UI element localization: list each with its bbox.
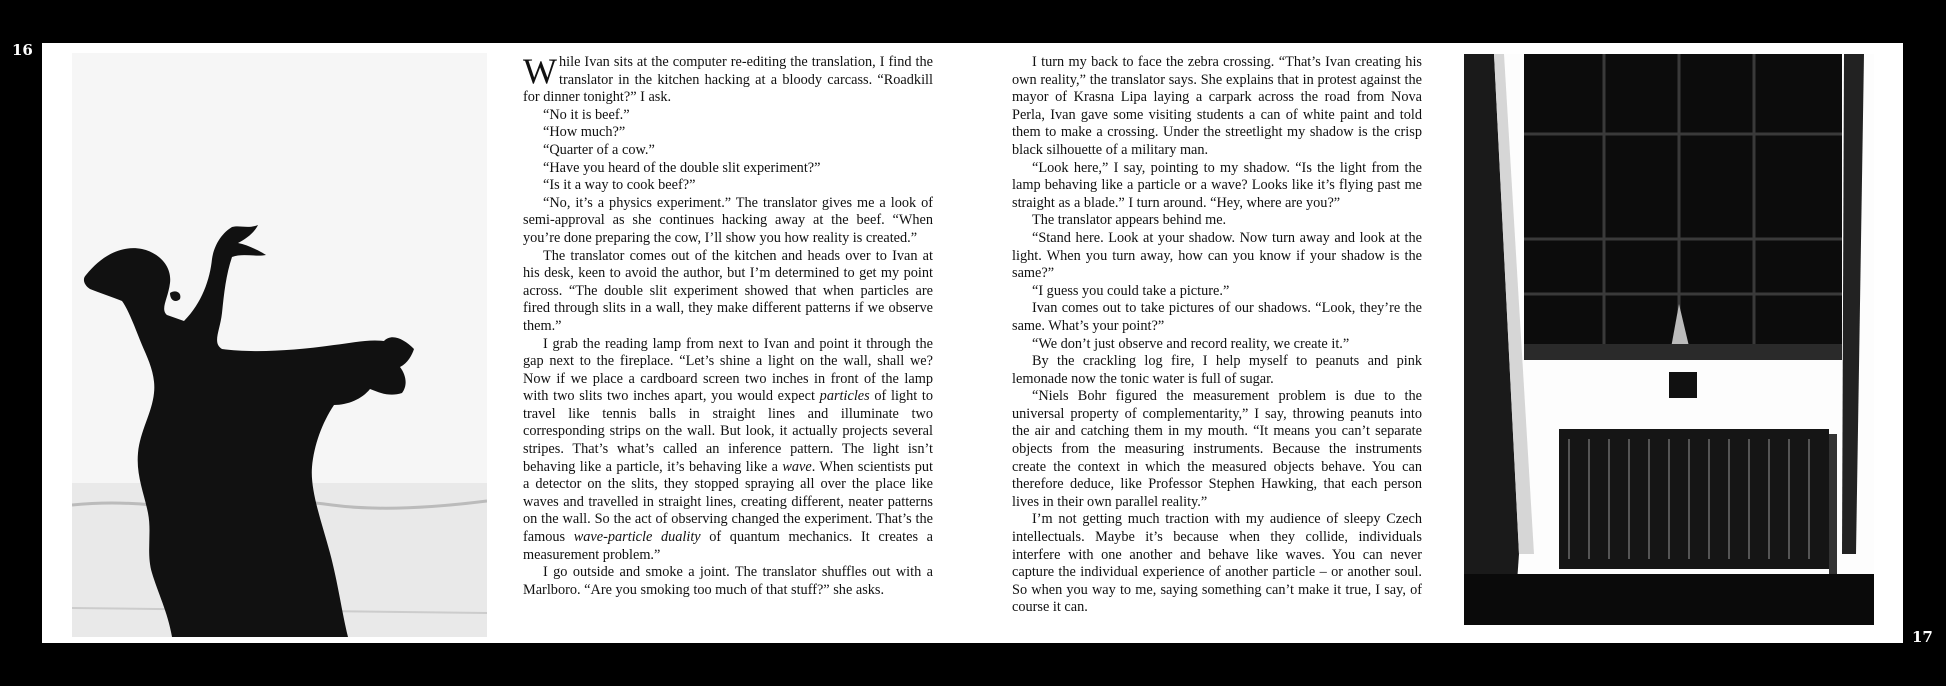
paragraph: While Ivan sits at the computer re-editing the translation, I find the translator in the kitchen hacking at a bloody carcass. “Roadkill for dinner tonight?” I ask.: [523, 51, 933, 106]
paragraph: The translator comes out of the kitchen and heads over to Ivan at his desk, keen to avoid the author, but I’m determined to get my point across. “The double slit experiment showed that when particles are fired through slits in a wall, they make different patterns if we observe them.”: [523, 247, 933, 334]
paragraph: “Quarter of a cow.”: [543, 141, 655, 158]
paragraph: “No, it’s a physics experiment.” The translator gives me a look of semi-approval as she continues hacking away at the beef. “When you’re done preparing the cow, I’ll show you how reality is created.”: [523, 194, 933, 246]
paragraph: “I guess you could take a picture.”: [1032, 282, 1230, 299]
paragraph: I go outside and smoke a joint. The translator shuffles out with a Marlboro. “Are you smoking too much of that stuff?” she asks.: [523, 564, 933, 598]
paragraph: The translator appears behind me.: [1032, 212, 1227, 229]
drop-cap: W: [523, 51, 557, 91]
paragraph: “Is it a way to cook beef?”: [543, 177, 696, 194]
paragraph: I grab the reading lamp from next to Ivan and point it through the gap next to the fireplace. “Let’s shine a light on the wall, shall we? Now if we place a cardboard screen two inches in front of the lamp with two slits two inches apart, you would expect particles of light to travel like tennis balls in straight lines and illuminate two corresponding strips on the wall. But look, it actually projects several stripes. That’s what’s called an inference pattern. The light isn’t behaving like a particle, it’s behaving like a wave. When scientists put a detector on the slits, they stopped spraying all over the place like waves and travelled in straight lines, creating different, neater patterns on the wall. So the act of observing changed the experiment. That’s the famous wave-particle duality of quantum mechanics. It creates a measurement problem.”: [523, 335, 934, 563]
paragraph: “How much?”: [543, 124, 626, 141]
silhouette-shadow-photo: [72, 53, 487, 637]
page-number-left: 16: [12, 41, 33, 59]
paragraph: I turn my back to face the zebra crossing. “That’s Ivan creating his own reality,” the translator says. She explains that in protest against the mayor of Krasna Lipa laying a carpark across the road from Nova Perla, Ivan gave some visiting students a can of white paint and told them to make a crossing. Under the streetlight my shadow is the crisp black silhouette of a military man.: [1012, 54, 1422, 158]
silhouette-shadow-image: [72, 53, 487, 637]
paragraph: Ivan comes out to take pictures of our shadows. “Look, they’re the same. What’s your point?”: [1012, 300, 1422, 334]
paragraph: “No it is beef.”: [543, 106, 630, 123]
paragraph: “Have you heard of the double slit experiment?”: [543, 159, 821, 176]
paragraph: By the crackling log fire, I help myself to peanuts and pink lemonade now the tonic water is full of sugar.: [1012, 353, 1422, 387]
window-and-radiator-photo: [1464, 54, 1874, 625]
page-number-right: 17: [1912, 628, 1933, 646]
paragraph: I’m not getting much traction with my audience of sleepy Czech intellectuals. Maybe it’s because when they collide, individuals interfere with one another and behave like waves. You can never capture the individual experience of another particle – or another soul. So when you way to me, saying something can’t make it true, I say, of course it can.: [1012, 511, 1422, 616]
article-column-2: [1012, 54, 1422, 617]
article-column-1: [523, 51, 934, 599]
window-radiator-image: [1464, 54, 1874, 625]
paragraph: “Niels Bohr figured the measurement problem is due to the universal property of complementarity,” I say, throwing peanuts into the air and catching them in my mouth. “It means you can’t separate objects from the measuring instruments. Because the instruments create the context in which the measured objects behave. You can therefore deduce, like Professor Stephen Hawking, that each person lives in their own parallel reality.”: [1012, 388, 1422, 510]
paragraph: “Stand here. Look at your shadow. Now turn away and look at the light. When you turn away, how can you know if your shadow is the same?”: [1012, 229, 1422, 282]
paragraph: “We don’t just observe and record reality, we create it.”: [1032, 335, 1350, 352]
magazine-spread: [42, 43, 1903, 643]
paragraph: “Look here,” I say, pointing to my shadow. “Is the light from the lamp behaving like a particle or a wave? Looks like it’s flying past me straight as a blade.” I turn around. “Hey, where are you?”: [1012, 159, 1422, 211]
